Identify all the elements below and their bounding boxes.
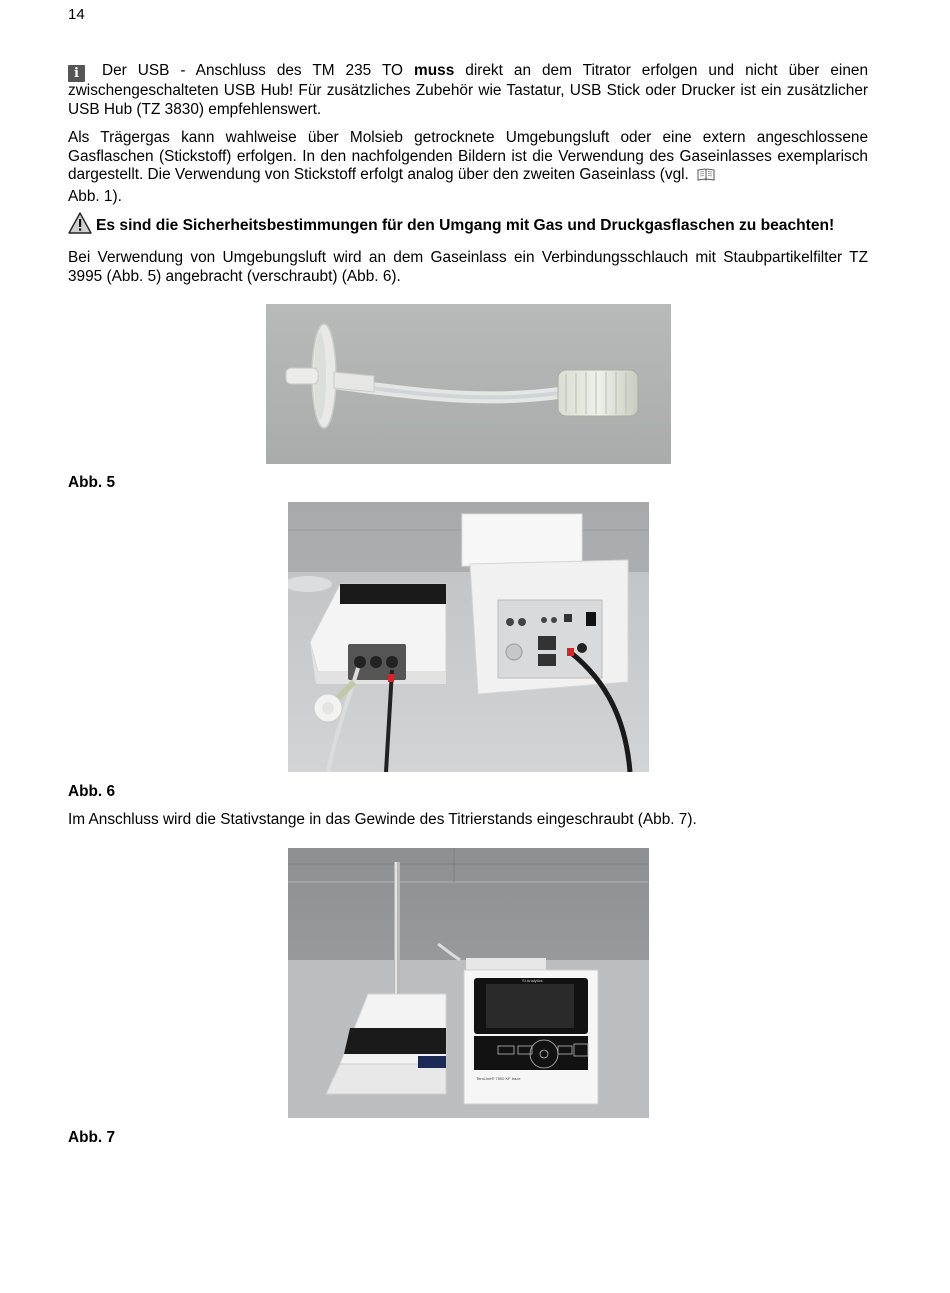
ambient-air-text: Bei Verwendung von Umgebungsluft wird an dem Gaseinlass ein Verbindungsschlauch mit Staubpartikelfilter TZ 3995 (Abb. 5) angebracht (verschraubt) (Abb. 6). — [68, 249, 868, 285]
book-icon — [697, 168, 715, 188]
figure-5-caption: Abb. 5 — [68, 474, 116, 491]
ambient-air-paragraph — [68, 249, 868, 286]
carrier-gas-text-end: Abb. 1). — [68, 187, 122, 205]
page-number: 14 — [68, 6, 85, 23]
usb-note-paragraph — [68, 62, 868, 119]
safety-warning — [68, 212, 868, 240]
figure-7-caption: Abb. 7 — [68, 1129, 116, 1146]
titrator-model-label: TitroLine® 7500 KF trace — [476, 1076, 521, 1081]
usb-note-text-start: Der USB - Anschluss des TM 235 TO — [102, 62, 404, 79]
safety-warning-text: Es sind die Sicherheitsbestimmungen für den Umgang mit Gas und Druckgasflaschen zu beachten! — [96, 217, 835, 234]
warning-triangle-icon — [68, 212, 92, 240]
carrier-gas-paragraph — [68, 129, 868, 206]
carrier-gas-text: Als Trägergas kann wahlweise über Molsieb getrocknete Umgebungsluft oder eine extern angeschlossene Gasflaschen (Stickstoff) erfolgen. In den nachfolgenden Bildern ist die Verwendung des Gaseinlasses exemplarisch dargestellt. Die Verwendung von Stickstoff erfolgt analog über den zweiten Gaseinlass (vgl. — [68, 129, 868, 183]
figure-6-caption: Abb. 6 — [68, 783, 116, 800]
usb-note-text-end: direkt an dem Titrator erfolgen und nicht über einen zwischengeschalteten USB Hub! Für zusätzliches Zubehör wie Tastatur, USB Stick oder Drucker ist ein zusätzlicher USB Hub (TZ 3830) empfehlenswert. — [68, 62, 869, 118]
figure-5-photo — [266, 304, 671, 464]
figure-6-photo — [288, 502, 649, 772]
stand-rod-paragraph — [68, 811, 868, 830]
usb-note-bold: muss — [414, 62, 455, 79]
stand-rod-text: Im Anschluss wird die Stativstange in das Gewinde des Titrierstands eingeschraubt (Abb. 7). — [68, 811, 697, 828]
figure-7-photo — [288, 848, 649, 1118]
titrator-brand-label: SI Analytics — [522, 978, 543, 983]
info-icon: i — [68, 65, 85, 82]
